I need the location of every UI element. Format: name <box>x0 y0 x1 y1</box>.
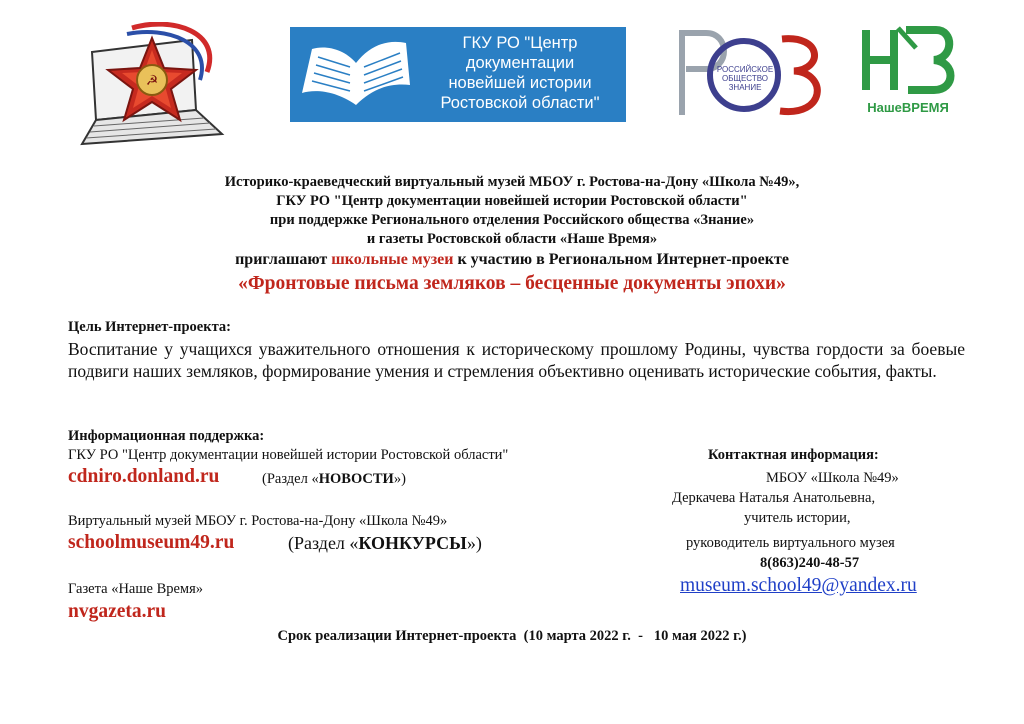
support-newspaper: и газеты Ростовской области «Наше Время» <box>366 231 658 247</box>
note-section-name: НОВОСТИ <box>318 471 394 487</box>
gku-logo-line: Ростовской области" <box>440 94 600 112</box>
invitation-highlight: школьные музеи <box>331 251 454 268</box>
contact-organization: МБОУ «Школа №49» <box>766 470 899 486</box>
znanie-society-logo <box>672 25 832 120</box>
note-text: ») <box>393 471 406 487</box>
invitation-text: приглашают <box>235 251 332 268</box>
project-title: «Фронтовые письма земляков – бесценные документы эпохи» <box>238 273 786 294</box>
deadline-text: ) <box>741 628 747 644</box>
note-text: ») <box>466 533 482 553</box>
rosz-logo-line: ОБЩЕСТВО <box>722 74 768 83</box>
nv-monogram-icon <box>858 24 958 100</box>
deadline-text: Срок реализации Интернет-проекта ( <box>277 628 529 644</box>
open-book-icon <box>296 27 416 122</box>
order-star-icon <box>72 22 232 147</box>
deadline-separator: - <box>630 628 654 644</box>
nashe-vremya-logo <box>858 24 958 120</box>
goal-label: Цель Интернет-проекта: <box>68 319 231 335</box>
nvgazeta-link[interactable]: nvgazeta.ru <box>68 601 167 622</box>
invitation-line <box>0 250 1024 270</box>
organizer-gku: ГКУ РО "Центр документации новейшей истории Ростовской области" <box>276 193 748 209</box>
gku-logo-line: новейшей истории <box>448 74 592 92</box>
info-support-label: Информационная поддержка: <box>68 428 265 444</box>
rosz-logo-line: РОССИЙСКОЕ <box>716 65 774 74</box>
gku-logo-line: ГКУ РО "Центр <box>462 34 578 52</box>
gku-center-logo <box>290 27 626 122</box>
schoolmuseum-link[interactable]: schoolmuseum49.ru <box>68 532 235 553</box>
invitation-text: к участию в Региональном Интернет-проекте <box>453 251 789 268</box>
svg-text:☭: ☭ <box>145 73 159 89</box>
contact-phone: 8(863)240-48-57 <box>760 555 860 571</box>
nv-logo-caption: НашеВРЕМЯ <box>867 100 949 115</box>
note-section-name: КОНКУРСЫ <box>358 533 467 553</box>
newspaper-name: Газета «Наше Время» <box>68 581 204 597</box>
rosz-logo-line: ЗНАНИЕ <box>728 83 762 92</box>
contact-label: Контактная информация: <box>708 447 879 463</box>
contact-email-link[interactable]: museum.school49@yandex.ru <box>680 575 917 596</box>
gku-name: ГКУ РО "Центр документации новейшей истории Ростовской области" <box>68 447 509 463</box>
support-znanie: при поддержке Регионального отделения Российского общества «Знание» <box>269 212 755 228</box>
contact-role: учитель истории, <box>744 510 851 526</box>
schoolmuseum-section-note <box>288 533 482 554</box>
deadline-end: 10 мая 2022 г. <box>653 628 742 644</box>
gku-logo-line: документации <box>465 54 575 72</box>
contact-person: Деркачева Наталья Анатольевна, <box>672 490 876 506</box>
note-text: (Раздел « <box>288 533 359 553</box>
project-deadline <box>0 628 1024 645</box>
deadline-start: 10 марта 2022 г. <box>528 628 631 644</box>
museum-star-logo <box>72 22 232 147</box>
organizer-museum: Историко-краеведческий виртуальный музей МБОУ г. Ростова-на-Дону «Школа №49», <box>224 174 800 190</box>
note-text: (Раздел « <box>262 471 319 487</box>
contact-role: руководитель виртуального музея <box>686 535 895 551</box>
cdniro-section-note <box>262 471 406 488</box>
virtual-museum-name: Виртуальный музей МБОУ г. Ростова-на-Дону «Школа №49» <box>68 513 448 529</box>
goal-text: Воспитание у учащихся уважительного отношения к историческому прошлому Родины, чувства гордости за боевые подвиги наших земляков, формирование умения и стремления объективно оценивать исторические события, факты. <box>68 339 965 381</box>
cdniro-link[interactable]: cdniro.donland.ru <box>68 466 220 487</box>
